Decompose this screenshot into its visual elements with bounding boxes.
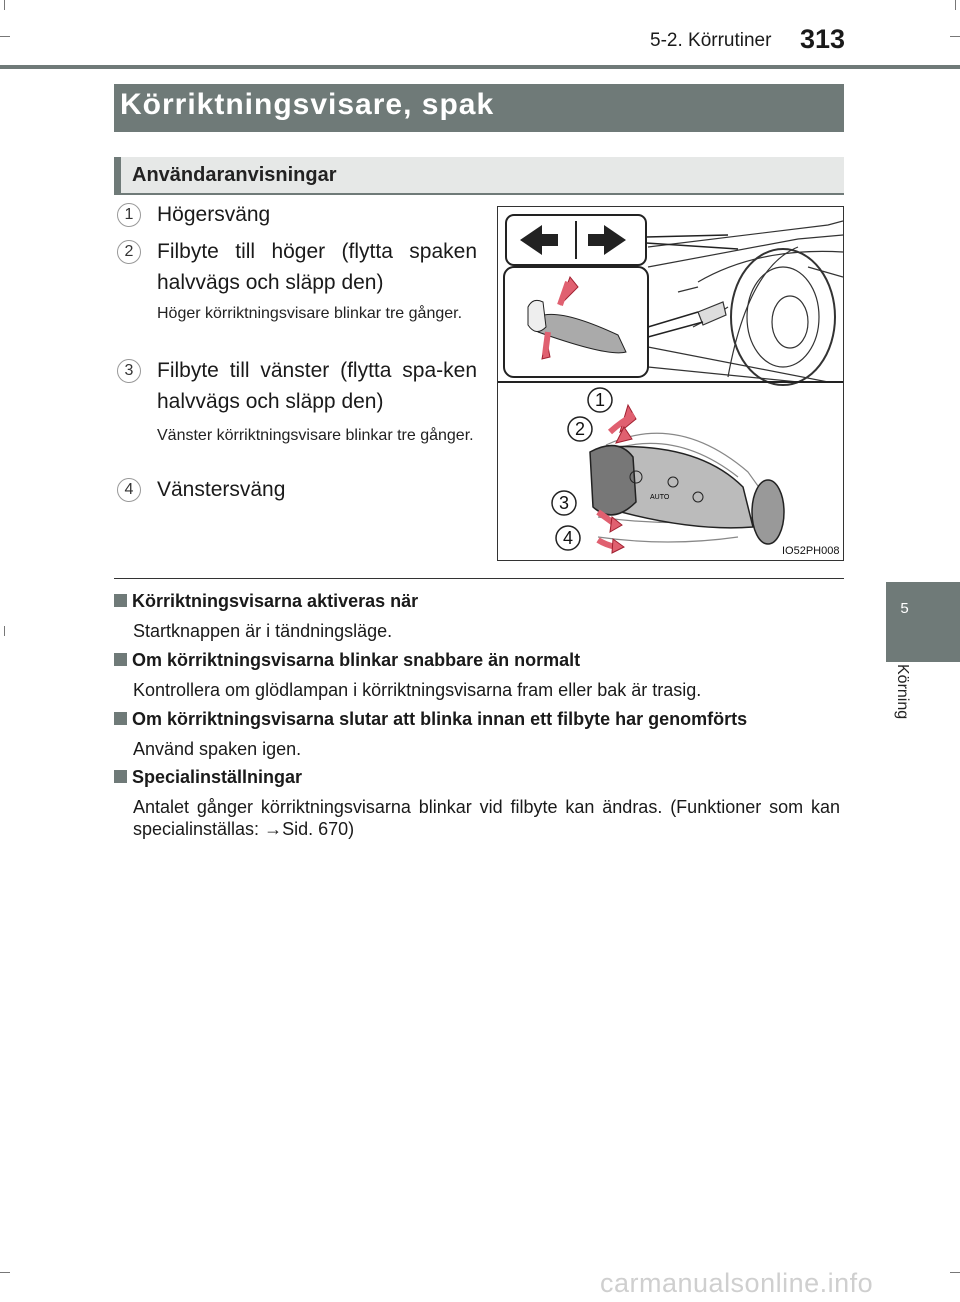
info-heading-1: Körriktningsvisarna aktiveras när	[114, 591, 418, 612]
header-divider	[0, 65, 960, 69]
info-body-1: Startknappen är i tändningsläge.	[133, 621, 393, 641]
step-number-2: 2	[117, 240, 141, 264]
step-note-2: Höger körriktningsvisare blinkar tre gånger.	[157, 305, 463, 322]
page-number: 313	[800, 24, 846, 54]
info-body-3: Använd spaken igen.	[133, 739, 302, 759]
callout-4: 4	[562, 528, 574, 548]
info-heading-2: Om körriktningsvisarna blinkar snabbare än normalt	[114, 650, 580, 671]
crop-mark	[955, 0, 956, 10]
square-bullet-icon	[114, 712, 127, 725]
step-text-3: Filbyte till vänster (flytta spa-ken halvvägs och släpp den)	[157, 359, 477, 413]
auto-knob-label: AUTO	[650, 494, 670, 501]
step-number-1: 1	[117, 203, 141, 227]
watermark: carmanualsonline.info	[600, 1268, 874, 1298]
header-section-label: 5-2. Körrutiner	[650, 30, 772, 51]
step-text-2: Filbyte till höger (flytta spaken halvvägs och släpp den)	[157, 240, 477, 294]
chapter-tab	[886, 582, 960, 662]
figure-code: IO52PH008	[782, 545, 840, 557]
crop-mark	[0, 36, 10, 37]
turn-signal-lever-illustration	[497, 206, 844, 561]
step-text-4: Vänstersväng	[157, 478, 286, 501]
chapter-number: 5	[900, 600, 909, 617]
info-body-2: Kontrollera om glödlampan i körriktningsvisarna fram eller bak är trasig.	[133, 680, 702, 700]
callout-2: 2	[574, 419, 586, 439]
step-number-4: 4	[117, 478, 141, 502]
info-heading-3: Om körriktningsvisarna slutar att blinka innan ett filbyte har genomförts	[114, 709, 747, 730]
subsection-title: Användaranvisningar	[132, 164, 337, 186]
square-bullet-icon	[114, 594, 127, 607]
subsection-divider	[114, 193, 844, 195]
crop-mark	[4, 626, 5, 636]
square-bullet-icon	[114, 770, 127, 783]
crop-mark	[0, 1272, 10, 1273]
page-title: Körriktningsvisare, spak	[120, 88, 495, 121]
crop-mark	[4, 0, 5, 10]
square-bullet-icon	[114, 653, 127, 666]
lever-diagram-svg	[498, 207, 843, 560]
chapter-title: Körning	[894, 664, 911, 720]
crop-mark	[950, 1272, 960, 1273]
step-text-1: Högersväng	[157, 203, 271, 226]
info-heading-4: Specialinställningar	[114, 767, 302, 788]
step-number-3: 3	[117, 359, 141, 383]
step-note-3: Vänster körriktningsvisare blinkar tre gånger.	[157, 427, 474, 444]
callout-1: 1	[594, 390, 606, 410]
info-divider	[114, 578, 844, 579]
crop-mark	[950, 36, 960, 37]
callout-3: 3	[558, 493, 570, 513]
info-body-4: Antalet gånger körriktningsvisarna blinkar vid filbyte kan ändras. (Funktioner som kan specialinställas: →Sid. 670)	[133, 797, 840, 839]
